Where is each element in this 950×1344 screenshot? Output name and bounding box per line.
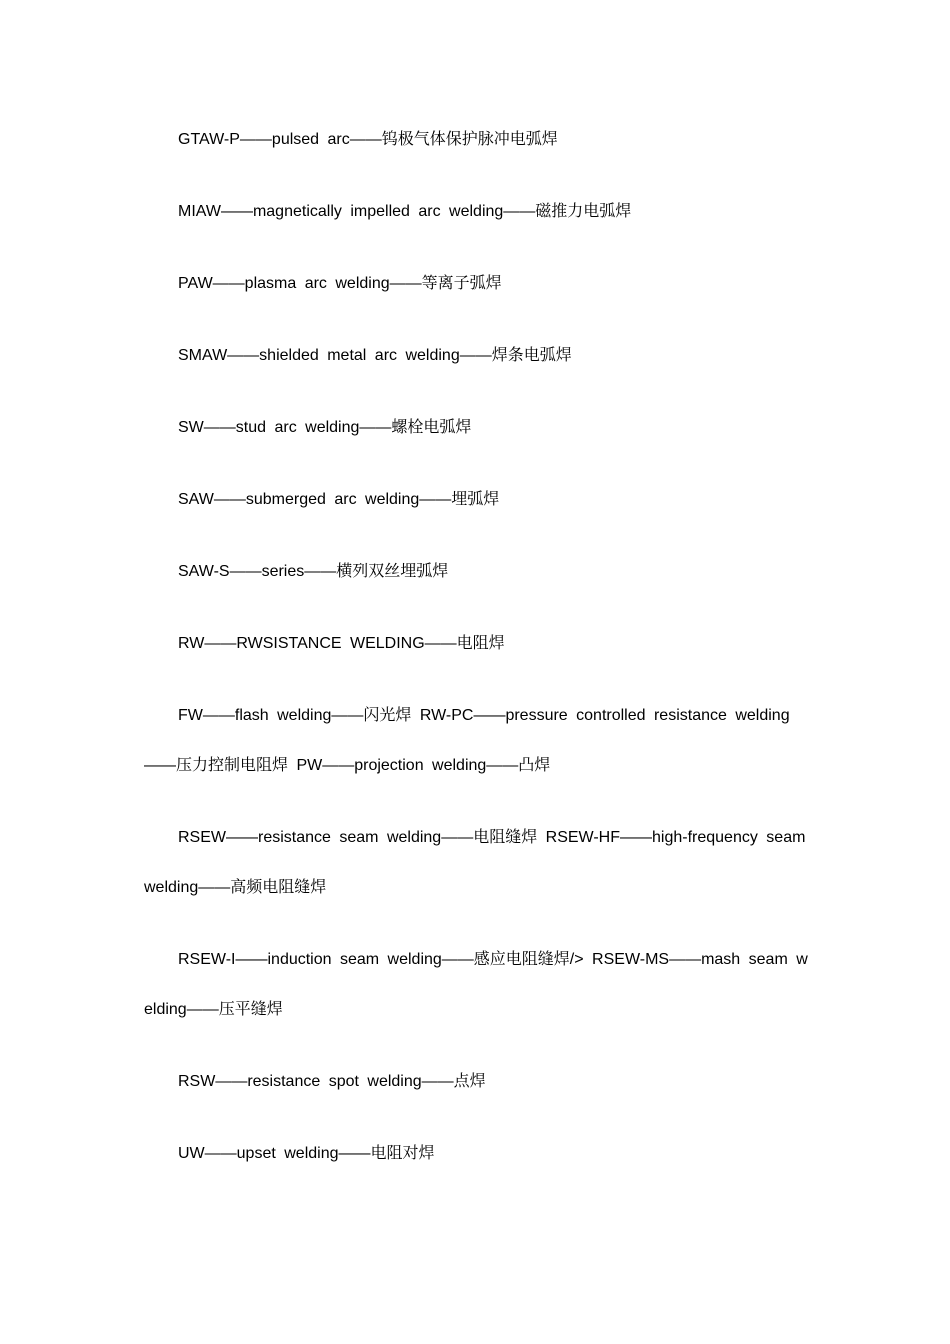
paragraph-smaw: SMAW——shielded metal arc welding——焊条电弧焊 bbox=[178, 347, 572, 364]
paragraph-fw: FW——flash welding——闪光焊 RW-PC——pressure controlled resistance welding——压力控制电阻焊 PW——projection welding——凸焊 bbox=[144, 707, 790, 774]
paragraph-gtaw-p: GTAW-P——pulsed arc——钨极气体保护脉冲电弧焊 bbox=[178, 131, 558, 148]
paragraph-uw: UW——upset welding——电阻对焊 bbox=[178, 1145, 435, 1162]
paragraph-saw: SAW——submerged arc welding——埋弧焊 bbox=[178, 491, 500, 508]
paragraph-miaw: MIAW——magnetically impelled arc welding——磁推力电弧焊 bbox=[178, 203, 632, 220]
paragraph-paw: PAW——plasma arc welding——等离子弧焊 bbox=[178, 275, 502, 292]
paragraph-rw: RW——RWSISTANCE WELDING——电阻焊 bbox=[178, 635, 505, 652]
paragraph-rsew-i: RSEW-I——induction seam welding——感应电阻缝焊/> RSEW-MS——mash seam welding——压平缝焊 bbox=[144, 951, 808, 1018]
paragraph-rsw: RSW——resistance spot welding——点焊 bbox=[178, 1073, 486, 1090]
paragraph-saw-s: SAW-S——series——横列双丝埋弧焊 bbox=[178, 563, 449, 580]
paragraph-rsew: RSEW——resistance seam welding——电阻缝焊 RSEW-HF——high-frequency seam welding——高频电阻缝焊 bbox=[144, 829, 806, 896]
paragraph-sw: SW——stud arc welding——螺栓电弧焊 bbox=[178, 419, 472, 436]
